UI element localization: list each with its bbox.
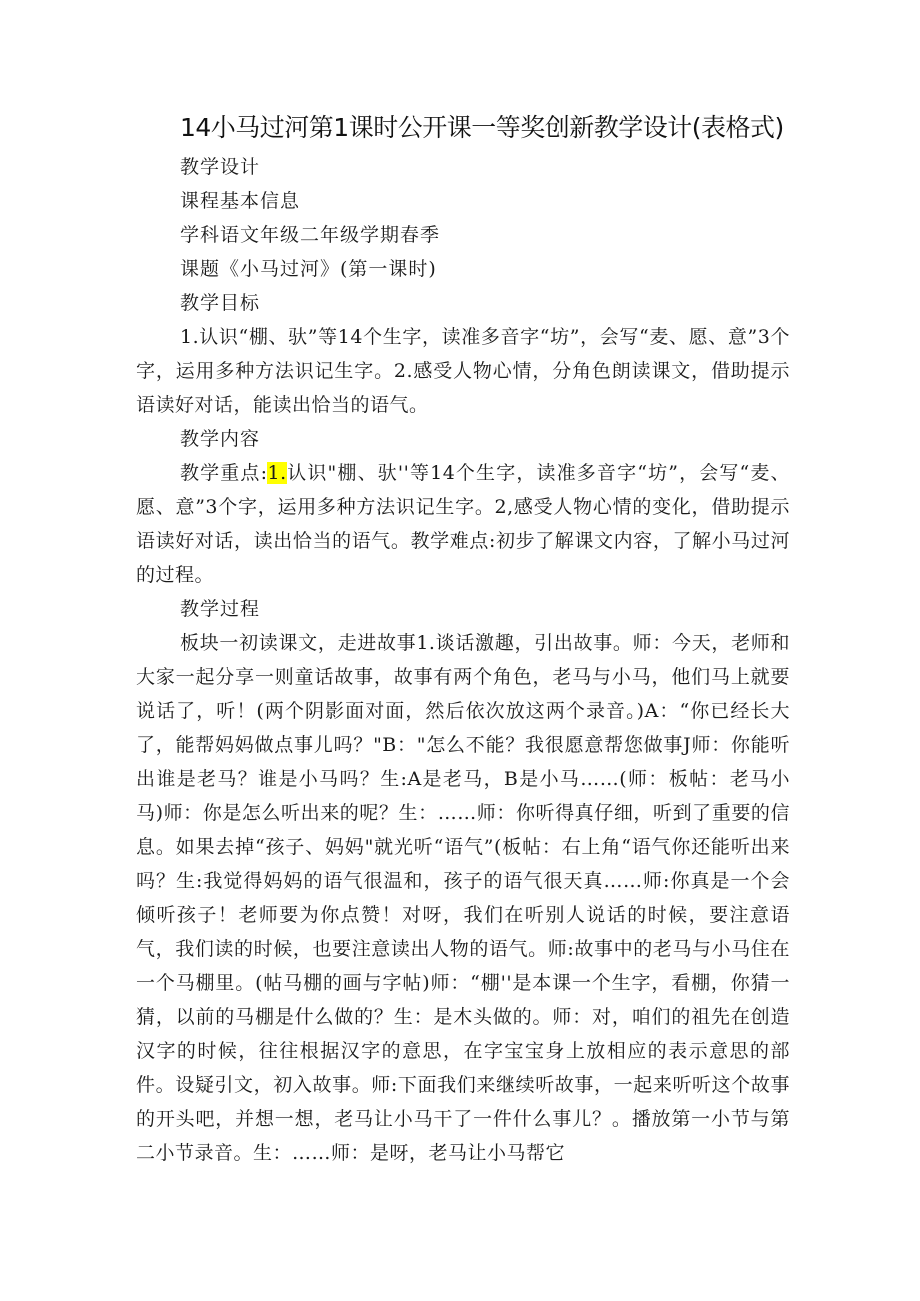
heading-teaching-process: 教学过程 (180, 598, 261, 620)
heading-basic-info: 课程基本信息 (180, 190, 301, 212)
process-paragraph: 板块一初读课文，走进故事1.谈话激趣，引出故事。师：今天，老师和大家一起分享一则童话故事，故事有两个角色，老马与小马，他们马上就要说话了，听！(两个阴影面对面，然后依次放这两个录音。)A：“你已经长大了，能帮妈妈做点事儿吗？"B："怎么不能？我很愿意帮您做事J师：你能听出谁是老马？谁是小马吗？生:A是老马，B是小马……(师：板帖：老马小马)师：你是怎么听出来的呢？生：……师：你听得真仔细，听到了重要的信息。如果去掉“孩子、妈妈"就光听“语气”(板帖：右上角“语气你还能听出来吗？生:我觉得妈妈的语气很温和，孩子的语气很天真……师:你真是一个会倾听孩子！老师要为你点赞！对呀，我们在听别人说话的时候，要注意语气，我们读的时候，也要注意读出人物的语气。师:故事中的老马与小马住在一个马棚里。(帖马棚的画与字帖)师：“棚''是本课一个生字，看棚，你猜一猜，以前的马棚是什么做的？生：是木头做的。师：对，咱们的祖先在创造汉字的时候，往往根据汉字的意思，在字宝宝身上放相应的表示意思的部件。设疑引文，初入故事。师:下面我们来继续听故事，一起来听听这个故事的开头吧，并想一想，老马让小马干了一件什么事儿？。播放第一小节与第二小节录音。生：……师：是呀，老马让小马帮它 (136, 632, 790, 1164)
document-title: 14小马过河第1课时公开课一等奖创新教学设计(表格式) (180, 113, 784, 142)
key-points-text: 认识"棚、驮''等14个生字，读准多音字“坊”，会写“麦、愿、意”3个字，运用多种方法识记生字。2,感受人物心情的变化，借助提示语读好对话，读出恰当的语气。教学难点:初步了解课文内容，了解小马过河的过程。 (136, 462, 790, 586)
topic-line: 课题《小马过河》(第一课时) (180, 258, 437, 280)
heading-teaching-design: 教学设计 (180, 156, 261, 178)
key-points-paragraph (136, 456, 790, 592)
subject-line: 学科语文年级二年级学期春季 (180, 224, 441, 246)
highlighted-number: 1. (267, 462, 287, 484)
heading-teaching-content: 教学内容 (180, 428, 261, 450)
heading-teaching-goals: 教学目标 (180, 292, 261, 314)
goals-paragraph: 1.认识“棚、驮”等14个生字，读准多音字“坊”，会写“麦、愿、意”3个字，运用多种方法识记生字。2.感受人物心情，分角色朗读课文，借助提示语读好对话，能读出恰当的语气。 (136, 326, 790, 416)
key-points-label: 教学重点: (180, 462, 268, 484)
